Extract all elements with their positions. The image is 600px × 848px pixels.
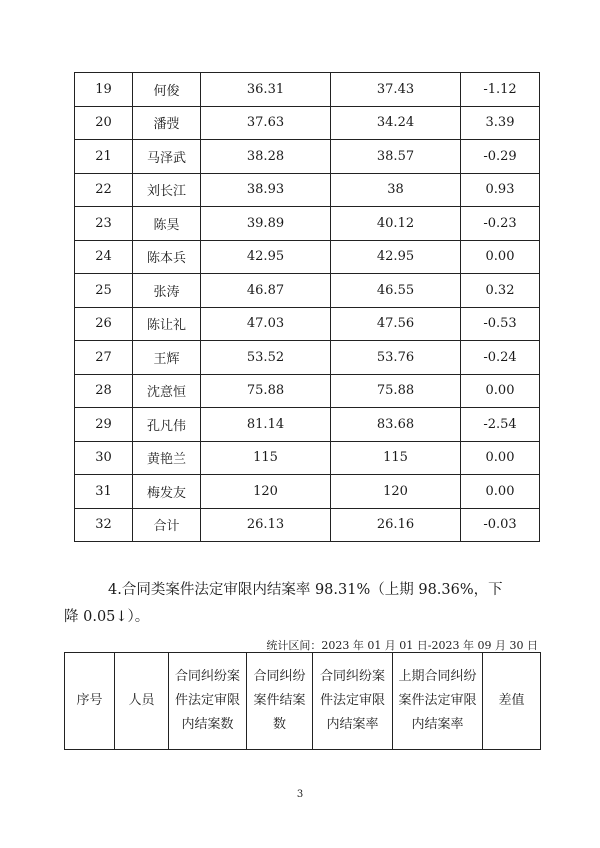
contract-table [64, 652, 541, 750]
current-value-cell: 38.28 [201, 140, 331, 174]
row-index-cell: 23 [75, 207, 133, 241]
section-4-line-2: 降 0.05↓）。 [64, 609, 150, 625]
row-index-cell: 19 [75, 73, 133, 107]
section-4-paragraph [64, 577, 544, 631]
person-name-cell: 王辉 [133, 341, 201, 375]
header-closed-within-limit: 合同纠纷案件法定审限内结案数 [169, 653, 247, 750]
difference-cell: -0.29 [461, 140, 540, 174]
person-name-cell: 孔凡伟 [133, 408, 201, 442]
previous-value-cell: 26.16 [331, 508, 461, 542]
table-row [75, 307, 540, 341]
row-index-cell: 25 [75, 274, 133, 308]
previous-value-cell: 115 [331, 441, 461, 475]
difference-cell: -0.53 [461, 307, 540, 341]
difference-cell: -0.03 [461, 508, 540, 542]
difference-cell: 0.93 [461, 173, 540, 207]
current-value-cell: 26.13 [201, 508, 331, 542]
row-index-cell: 26 [75, 307, 133, 341]
difference-cell: 0.00 [461, 441, 540, 475]
row-index-cell: 29 [75, 408, 133, 442]
results-table [74, 72, 540, 542]
person-name-cell: 合计 [133, 508, 201, 542]
difference-cell: -1.12 [461, 73, 540, 107]
difference-cell: 0.00 [461, 374, 540, 408]
current-value-cell: 75.88 [201, 374, 331, 408]
difference-cell: -2.54 [461, 408, 540, 442]
header-person: 人员 [115, 653, 169, 750]
difference-cell: 0.00 [461, 240, 540, 274]
current-value-cell: 53.52 [201, 341, 331, 375]
table-row [75, 140, 540, 174]
header-previous-rate: 上期合同纠纷案件法定审限内结案率 [393, 653, 483, 750]
current-value-cell: 115 [201, 441, 331, 475]
table-row [75, 508, 540, 542]
current-value-cell: 120 [201, 475, 331, 509]
table-row [75, 441, 540, 475]
person-name-cell: 沈意恒 [133, 374, 201, 408]
table-row [75, 341, 540, 375]
person-name-cell: 刘长江 [133, 173, 201, 207]
stat-range: 统计区间：2023 年 01 月 01 日-2023 年 09 月 30 日 [266, 639, 538, 652]
person-name-cell: 陈昊 [133, 207, 201, 241]
table-row [75, 374, 540, 408]
section-4-line-1: 4.合同类案件法定审限内结案率 98.31%（上期 98.36%，下 [108, 582, 503, 598]
previous-value-cell: 120 [331, 475, 461, 509]
previous-value-cell: 37.43 [331, 73, 461, 107]
row-index-cell: 20 [75, 106, 133, 140]
table-row [75, 475, 540, 509]
current-value-cell: 38.93 [201, 173, 331, 207]
row-index-cell: 27 [75, 341, 133, 375]
current-value-cell: 81.14 [201, 408, 331, 442]
table-row [75, 207, 540, 241]
header-closed-count: 合同纠纷案件结案数 [247, 653, 313, 750]
previous-value-cell: 38 [331, 173, 461, 207]
person-name-cell: 潘弢 [133, 106, 201, 140]
person-name-cell: 张涛 [133, 274, 201, 308]
current-value-cell: 42.95 [201, 240, 331, 274]
difference-cell: 3.39 [461, 106, 540, 140]
row-index-cell: 24 [75, 240, 133, 274]
previous-value-cell: 42.95 [331, 240, 461, 274]
difference-cell: 0.32 [461, 274, 540, 308]
contract-table-header-row [65, 653, 541, 750]
person-name-cell: 陈让礼 [133, 307, 201, 341]
previous-value-cell: 46.55 [331, 274, 461, 308]
current-value-cell: 46.87 [201, 274, 331, 308]
table-row [75, 73, 540, 107]
page-number: 3 [296, 789, 304, 800]
person-name-cell: 黄艳兰 [133, 441, 201, 475]
table-row [75, 240, 540, 274]
previous-value-cell: 40.12 [331, 207, 461, 241]
current-value-cell: 39.89 [201, 207, 331, 241]
person-name-cell: 梅发友 [133, 475, 201, 509]
table-row [75, 173, 540, 207]
difference-cell: -0.23 [461, 207, 540, 241]
row-index-cell: 32 [75, 508, 133, 542]
previous-value-cell: 53.76 [331, 341, 461, 375]
previous-value-cell: 34.24 [331, 106, 461, 140]
row-index-cell: 21 [75, 140, 133, 174]
header-index: 序号 [65, 653, 115, 750]
current-value-cell: 47.03 [201, 307, 331, 341]
header-difference: 差值 [483, 653, 541, 750]
person-name-cell: 何俊 [133, 73, 201, 107]
previous-value-cell: 83.68 [331, 408, 461, 442]
person-name-cell: 马泽武 [133, 140, 201, 174]
table-row [75, 274, 540, 308]
previous-value-cell: 38.57 [331, 140, 461, 174]
row-index-cell: 31 [75, 475, 133, 509]
table-row [75, 408, 540, 442]
row-index-cell: 28 [75, 374, 133, 408]
row-index-cell: 30 [75, 441, 133, 475]
previous-value-cell: 75.88 [331, 374, 461, 408]
header-rate: 合同纠纷案件法定审限内结案率 [313, 653, 393, 750]
current-value-cell: 36.31 [201, 73, 331, 107]
results-table-body [75, 73, 540, 542]
previous-value-cell: 47.56 [331, 307, 461, 341]
table-row [75, 106, 540, 140]
row-index-cell: 22 [75, 173, 133, 207]
difference-cell: 0.00 [461, 475, 540, 509]
difference-cell: -0.24 [461, 341, 540, 375]
current-value-cell: 37.63 [201, 106, 331, 140]
person-name-cell: 陈本兵 [133, 240, 201, 274]
